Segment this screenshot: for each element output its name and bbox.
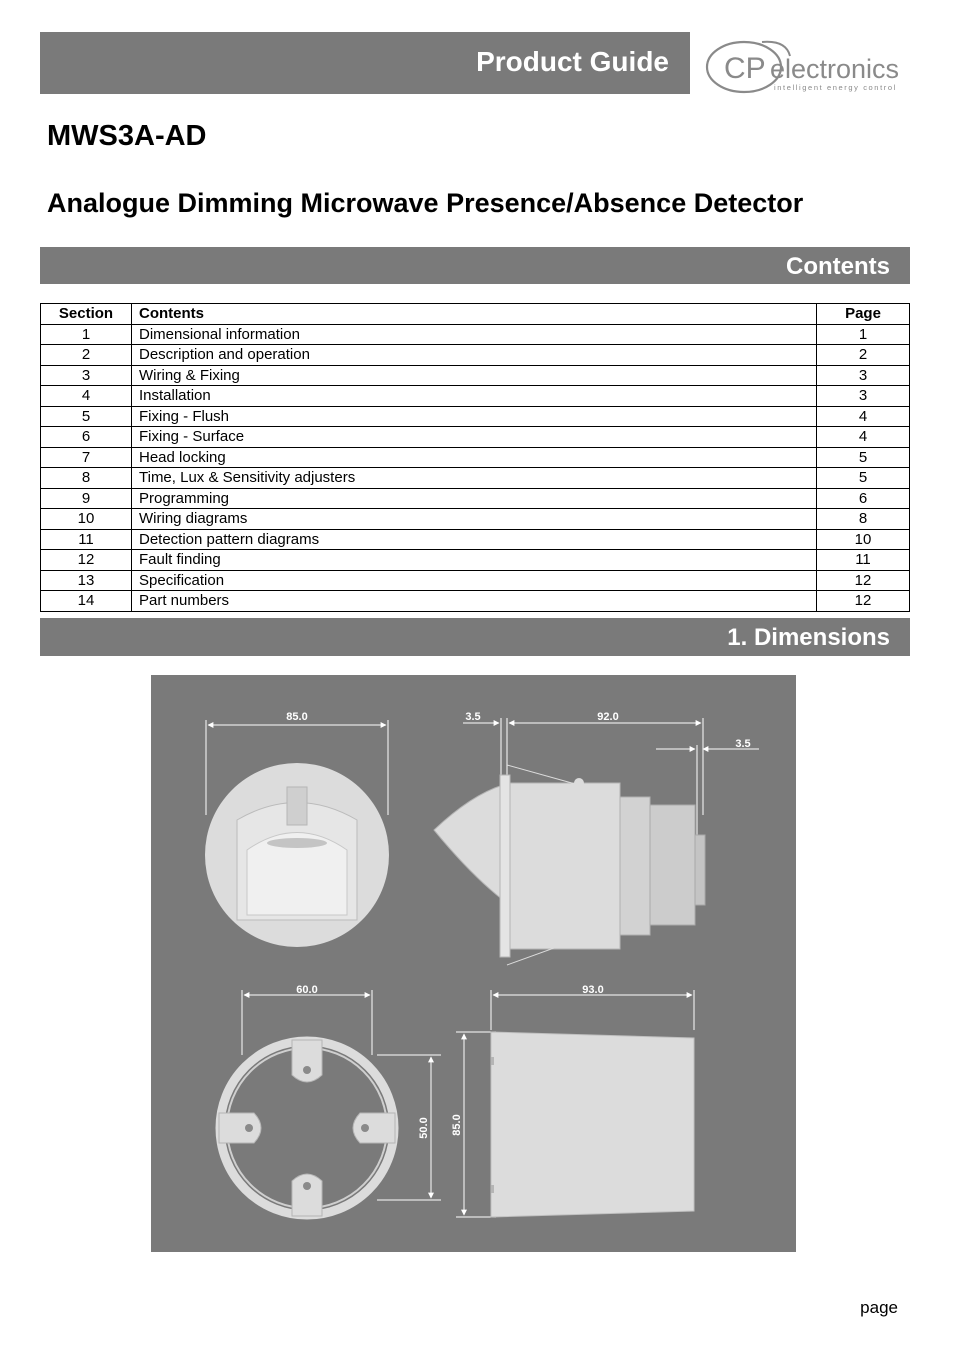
housing-side-view (456, 990, 694, 1217)
section-title: Specification (132, 570, 817, 591)
header-contents: Contents (132, 304, 817, 325)
section-number: 5 (41, 406, 132, 427)
table-row (41, 406, 910, 427)
product-title: Analogue Dimming Microwave Presence/Absence Detector (47, 188, 804, 218)
dim-flange-thickness: 3.5 (465, 711, 481, 723)
page-number: 10 (817, 529, 910, 550)
model-number: MWS3A-AD (47, 120, 207, 152)
page-number: 3 (817, 386, 910, 407)
table-row (41, 345, 910, 366)
section-title: Fixing - Surface (132, 427, 817, 448)
page-number: 3 (817, 365, 910, 386)
dim-side-height: 85.0 (451, 1114, 463, 1136)
page-number: 5 (817, 468, 910, 489)
section-number: 12 (41, 550, 132, 571)
table-row (41, 447, 910, 468)
table-row (41, 468, 910, 489)
page-number: 12 (817, 591, 910, 612)
section-title: Time, Lux & Sensitivity adjusters (132, 468, 817, 489)
dimensions-banner (40, 618, 910, 656)
section-number: 1 (41, 324, 132, 345)
section-title: Part numbers (132, 591, 817, 612)
table-row (41, 570, 910, 591)
section-title: Fixing - Flush (132, 406, 817, 427)
section-title: Head locking (132, 447, 817, 468)
section-number: 3 (41, 365, 132, 386)
banner-title: Product Guide (476, 46, 669, 77)
page-number: 12 (817, 570, 910, 591)
page-number: 5 (817, 447, 910, 468)
table-row (41, 427, 910, 448)
contents-heading: Contents (786, 253, 890, 280)
svg-text:electronics: electronics (770, 54, 900, 84)
section-number: 9 (41, 488, 132, 509)
front-view (205, 720, 389, 947)
section-number: 7 (41, 447, 132, 468)
header-section: Section (41, 304, 132, 325)
dim-side-width: 93.0 (582, 984, 604, 996)
dim-front-width: 85.0 (286, 711, 308, 723)
side-view (434, 718, 759, 965)
svg-text:intelligent energy control: intelligent energy control (774, 83, 897, 92)
section-number: 10 (41, 509, 132, 530)
header-banner (40, 32, 690, 94)
section-number: 8 (41, 468, 132, 489)
dimensions-heading: 1. Dimensions (727, 624, 890, 651)
section-title: Detection pattern diagrams (132, 529, 817, 550)
section-title: Wiring diagrams (132, 509, 817, 530)
section-title: Description and operation (132, 345, 817, 366)
svg-text:CP: CP (724, 52, 766, 85)
section-number: 11 (41, 529, 132, 550)
table-row (41, 386, 910, 407)
header-page: Page (817, 304, 910, 325)
table-row (41, 488, 910, 509)
dim-body-length: 92.0 (597, 711, 619, 723)
table-row (41, 509, 910, 530)
section-title: Installation (132, 386, 817, 407)
page-footer-label: page (860, 1298, 898, 1317)
contents-banner (40, 247, 910, 284)
table-row (41, 529, 910, 550)
page-number: 8 (817, 509, 910, 530)
page-number: 6 (817, 488, 910, 509)
section-title: Dimensional information (132, 324, 817, 345)
section-number: 14 (41, 591, 132, 612)
company-logo (704, 34, 914, 96)
section-number: 6 (41, 427, 132, 448)
table-row (41, 324, 910, 345)
section-number: 4 (41, 386, 132, 407)
section-title: Wiring & Fixing (132, 365, 817, 386)
section-number: 13 (41, 570, 132, 591)
page-number: 11 (817, 550, 910, 571)
section-title: Fault finding (132, 550, 817, 571)
section-number: 2 (41, 345, 132, 366)
mounting-ring-view (219, 990, 441, 1216)
dim-rear-offset: 3.5 (735, 738, 751, 750)
page-number: 4 (817, 406, 910, 427)
table-row (41, 365, 910, 386)
dimensions-drawing (151, 675, 796, 1252)
table-header-row (41, 304, 910, 325)
dim-ring-width: 60.0 (296, 984, 318, 996)
dim-ring-height: 50.0 (418, 1117, 430, 1139)
table-row (41, 591, 910, 612)
section-title: Programming (132, 488, 817, 509)
page-number: 4 (817, 427, 910, 448)
contents-table (40, 303, 910, 612)
page-number: 1 (817, 324, 910, 345)
table-row (41, 550, 910, 571)
page-number: 2 (817, 345, 910, 366)
